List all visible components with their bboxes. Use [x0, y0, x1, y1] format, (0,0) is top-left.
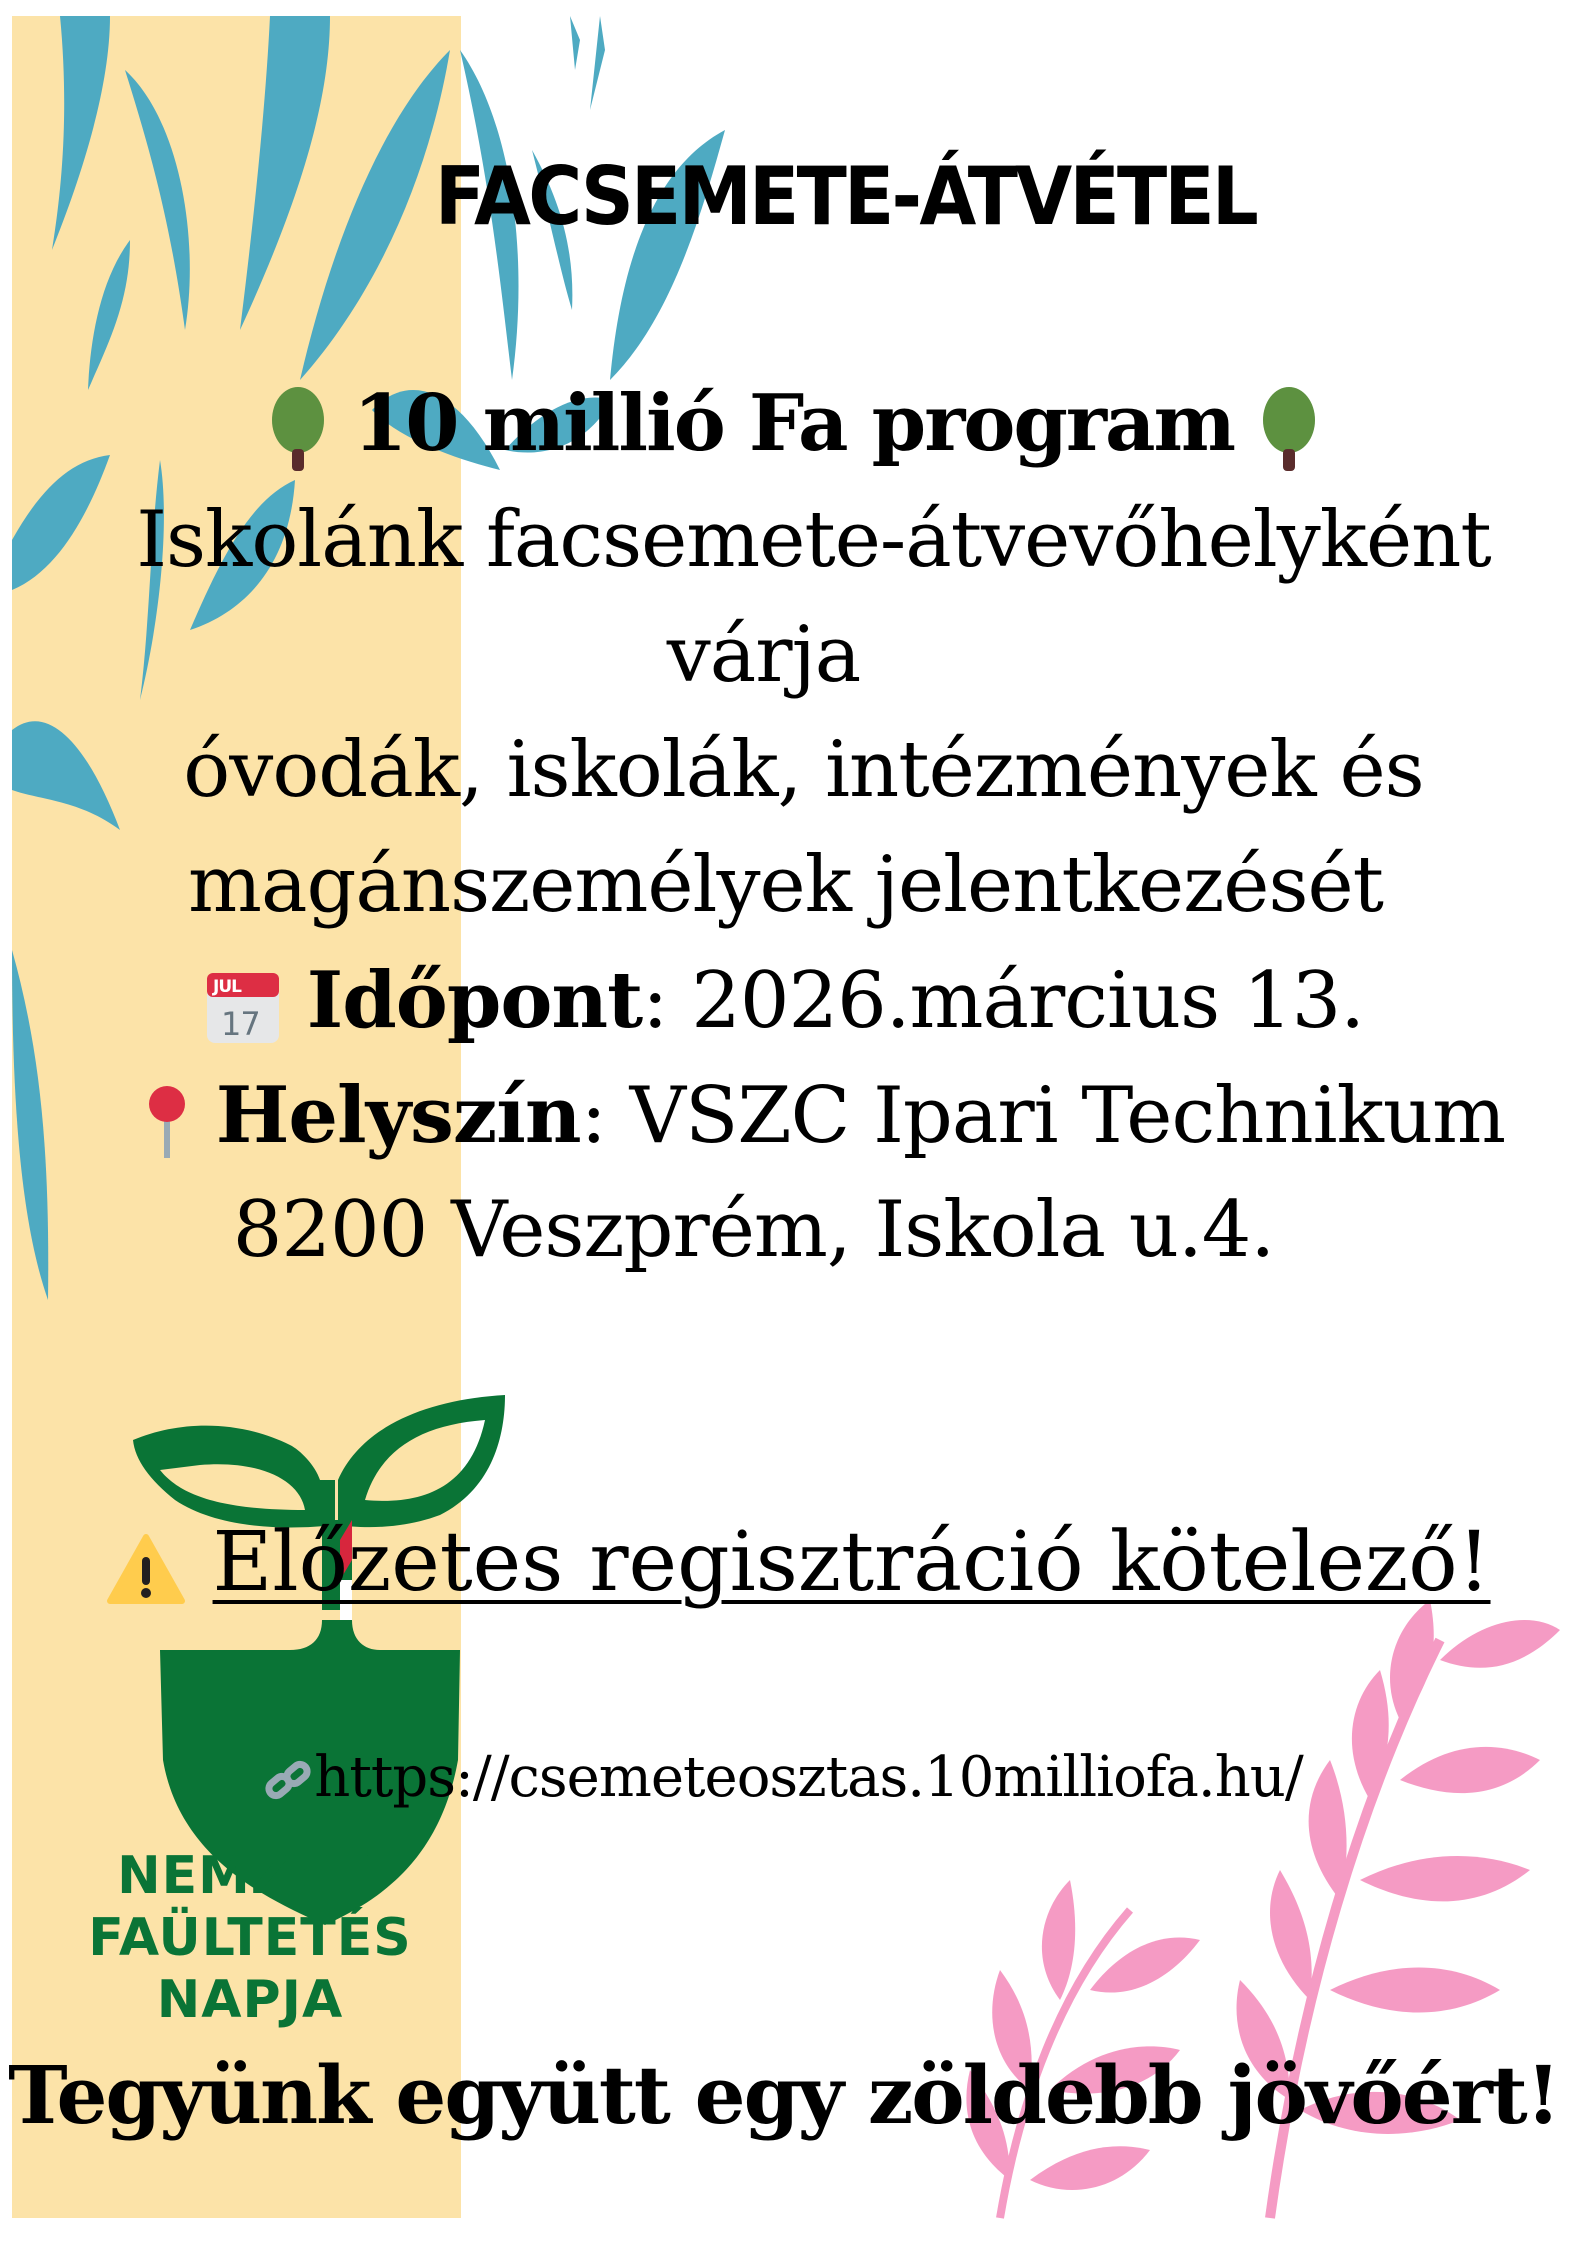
pin-icon [142, 1082, 192, 1162]
program-heading [0, 378, 1587, 475]
calendar-day: 17 [220, 1004, 260, 1043]
link-icon [264, 1757, 314, 1807]
logo-line-1: NEMZETI [117, 1846, 383, 1906]
date-label: Időpont [306, 955, 643, 1046]
logo-line-2: FAÜLTETÉS [88, 1908, 412, 1968]
registration-url[interactable]: https://csemeteosztas.10milliofa.hu/ [314, 1745, 1303, 1810]
warning-icon [106, 1533, 186, 1605]
warning-line [5, 1515, 1587, 1610]
program-title: 10 millió Fa program [352, 378, 1235, 469]
place-label: Helyszín [215, 1070, 581, 1161]
tree-icon [1259, 385, 1319, 475]
calendar-month: JUL [212, 976, 241, 997]
body-line-1: Iskolánk facsemete-átvevőhelyként [136, 495, 1491, 585]
calendar-icon [203, 967, 283, 1047]
place-value: : VSZC Ipari Technikum [580, 1071, 1506, 1161]
body-line-2: várja [666, 610, 861, 700]
date-line [0, 955, 1577, 1047]
page-title: FACSEMETE-ÁTVÉTEL [434, 150, 1257, 243]
body-line-4: magánszemélyek jelentkezését [187, 840, 1383, 930]
date-value: : 2026.március 13. [642, 956, 1364, 1046]
logo-line-3: NAPJA [156, 1970, 344, 2030]
registration-required-text: Előzetes regisztráció kötelező! [212, 1515, 1491, 1610]
url-line [0, 1745, 1577, 1810]
place-line [30, 1070, 1587, 1162]
closing-slogan: Tegyünk együtt egy zöldebb jövőért! [8, 2048, 1559, 2142]
address-line: 8200 Veszprém, Iskola u.4. [232, 1185, 1275, 1275]
tree-icon [268, 385, 328, 475]
body-line-3: óvodák, iskolák, intézmények és [183, 725, 1424, 815]
logo-text [50, 1845, 450, 2031]
